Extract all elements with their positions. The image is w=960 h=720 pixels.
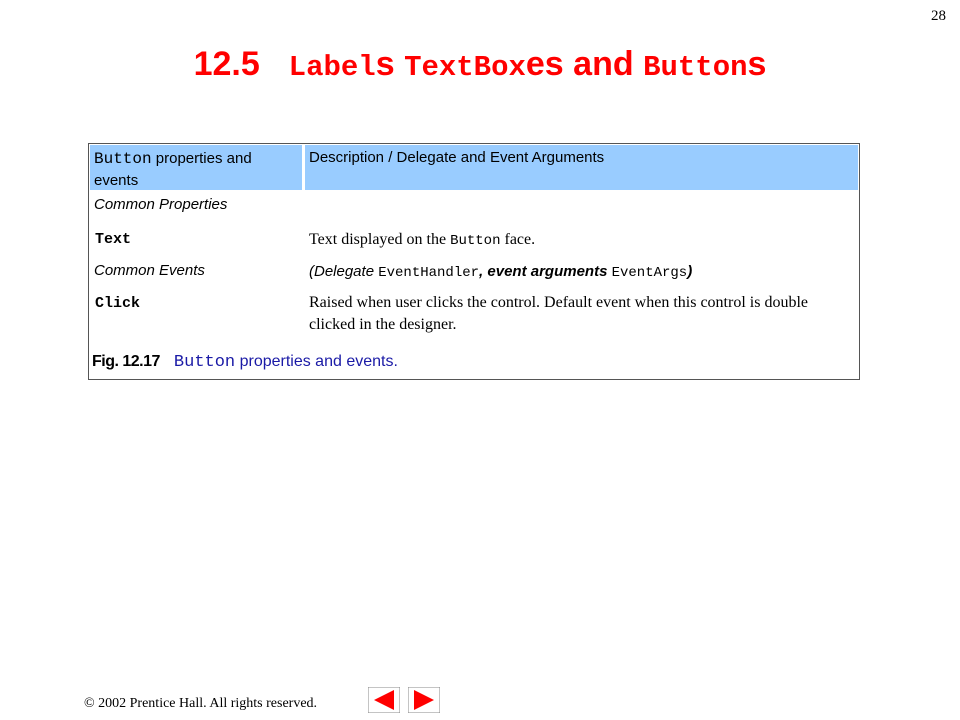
slide-title bbox=[0, 44, 960, 88]
row-events-mid: , event arguments bbox=[479, 263, 612, 280]
figure-caption bbox=[90, 348, 858, 378]
row-text-desc-pre: Text displayed on the bbox=[309, 231, 451, 248]
row-events-close: ) bbox=[687, 263, 693, 280]
previous-slide-button[interactable] bbox=[368, 687, 400, 713]
row-common-events-col1 bbox=[90, 260, 302, 289]
title-button-suffix: s bbox=[747, 45, 767, 83]
title-section-number: 12.5 bbox=[193, 45, 260, 83]
row-click-col1 bbox=[90, 292, 302, 345]
title-textbox-suffix: es bbox=[525, 45, 564, 83]
row-common-properties-label: Common Properties bbox=[94, 196, 228, 213]
row-text-desc-post: face. bbox=[500, 231, 536, 248]
row-events-open: (Delegate bbox=[309, 263, 379, 280]
row-common-properties-col2 bbox=[305, 193, 858, 224]
figure-label: Fig. 12.17 bbox=[92, 353, 160, 370]
row-common-properties-col1 bbox=[90, 193, 302, 224]
figure-caption-text: properties and events. bbox=[235, 353, 398, 370]
copyright-text: 2002 Prentice Hall. All rights reserved. bbox=[98, 696, 318, 711]
row-click-col2 bbox=[305, 292, 858, 345]
title-textbox-code: TextBox bbox=[404, 51, 526, 84]
next-slide-button[interactable] bbox=[408, 687, 440, 713]
header-col1-text: properties and events bbox=[94, 150, 252, 189]
row-text-desc-code: Button bbox=[450, 233, 501, 249]
row-click-desc: Raised when user clicks the control. Default event when this control is double clicked in the designer. bbox=[309, 294, 808, 333]
title-label-suffix: s bbox=[375, 45, 395, 83]
header-button-code: Button bbox=[94, 150, 152, 168]
title-and: and bbox=[573, 45, 634, 83]
copyright-icon: © bbox=[84, 696, 95, 711]
copyright-footer bbox=[84, 696, 317, 712]
row-text-label: Text bbox=[95, 231, 132, 248]
row-common-events-col2 bbox=[305, 260, 858, 289]
row-text-col1 bbox=[90, 227, 302, 257]
row-click-label: Click bbox=[95, 295, 141, 312]
table-header-col2 bbox=[305, 145, 858, 190]
header-col2-text: Description / Delegate and Event Arguments bbox=[309, 149, 605, 166]
table-header-col1 bbox=[90, 145, 302, 190]
row-events-code1: EventHandler bbox=[378, 265, 480, 281]
row-text-col2 bbox=[305, 227, 858, 257]
page-number: 28 bbox=[931, 8, 946, 24]
title-button-code: Button bbox=[643, 51, 748, 84]
figure-caption-code: Button bbox=[173, 353, 236, 372]
row-common-events-label: Common Events bbox=[94, 262, 205, 279]
row-events-code2: EventArgs bbox=[611, 265, 688, 281]
title-label-code: Label bbox=[288, 51, 376, 84]
